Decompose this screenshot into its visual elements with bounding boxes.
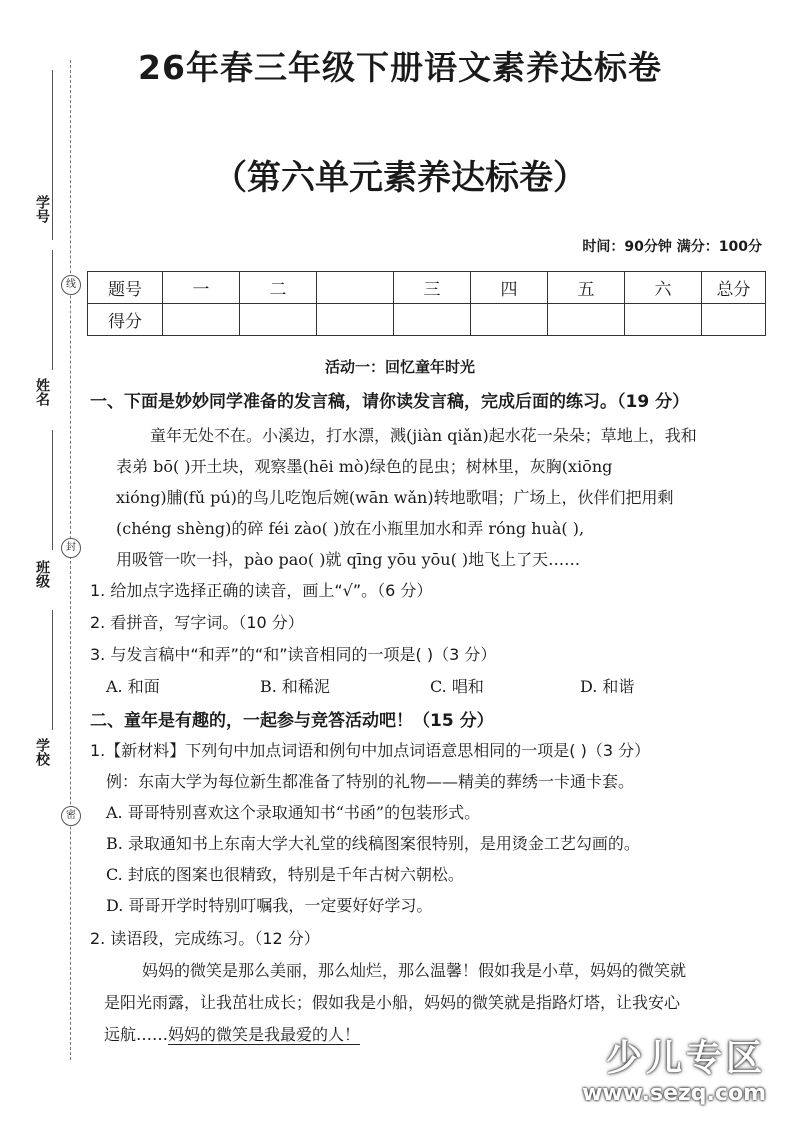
score-input-cell[interactable] <box>394 304 471 336</box>
question-3: 3. 与发言稿中“和弄”的“和”读音相同的一项是( )（3 分） <box>90 645 497 664</box>
option-a[interactable]: A. 和面 <box>106 677 160 696</box>
score-input-cell[interactable] <box>163 304 240 336</box>
reading-line: 是阳光雨露，让我茁壮成长；假如我是小船，妈妈的微笑就是指路灯塔，让我安心 <box>104 993 681 1012</box>
table-cell: 题号 <box>88 272 163 304</box>
margin-rule <box>52 430 53 550</box>
table-cell: 总分 <box>702 272 766 304</box>
score-input-cell[interactable] <box>471 304 548 336</box>
question-1: 1. 给加点字选择正确的读音，画上“√”。（6 分） <box>90 581 433 600</box>
example-sentence: 例：东南大学为每位新生都准备了特别的礼物——精美的葬绣一卡通卡套。 <box>106 772 635 791</box>
time-info: 时间：90分钟 满分：100分 <box>582 239 762 255</box>
option-c[interactable]: C. 唱和 <box>430 677 484 696</box>
watermark-brand: 少儿专区 <box>605 1038 766 1079</box>
score-input-cell[interactable] <box>702 304 766 336</box>
student-number-label: 学号 <box>34 195 50 223</box>
score-table <box>87 271 766 336</box>
score-input-cell[interactable] <box>317 304 394 336</box>
watermark-url: www.sezq.com <box>582 1081 766 1106</box>
section-2-title: 二、童年是有趣的，一起参与竞答活动吧！（15 分） <box>90 711 494 731</box>
school-label: 学校 <box>34 738 50 766</box>
class-label: 班级 <box>34 560 50 588</box>
section-1-title: 一、下面是妙妙同学准备的发言稿，请你读发言稿，完成后面的练习。（19 分） <box>90 392 690 412</box>
score-input-cell[interactable] <box>240 304 317 336</box>
passage-line: xióng)脯(fǔ pú)的鸟儿吃饱后婉(wān wǎn)转地歌唱；广场上，伙伴们把用剩 <box>116 488 674 507</box>
margin-rule <box>52 610 53 730</box>
passage-line: (chéng shèng)的碎 féi zào( )放在小瓶里加水和弄 róng huà( ), <box>116 519 585 538</box>
s2-option-b[interactable]: B. 录取通知书上东南大学大礼堂的线稿图案很特别，是用烫金工艺勾画的。 <box>106 834 640 853</box>
option-d[interactable]: D. 和谐 <box>580 677 635 696</box>
score-input-cell[interactable] <box>548 304 625 336</box>
table-cell: 四 <box>471 272 548 304</box>
table-cell: 二 <box>240 272 317 304</box>
s2-option-d[interactable]: D. 哥哥开学时特别叮嘱我，一定要好好学习。 <box>106 896 433 915</box>
underlined-sentence: 妈妈的微笑是我最爱的人！ <box>168 1025 361 1044</box>
table-cell: 得分 <box>88 304 163 336</box>
s2-option-c[interactable]: C. 封底的图案也很精致，特别是千年古树六朝松。 <box>106 865 464 884</box>
seal-mark-line: 线 <box>61 275 81 295</box>
s2-option-a[interactable]: A. 哥哥特别喜欢这个录取通知书“书函”的包装形式。 <box>106 803 481 822</box>
reading-line-last <box>104 1022 360 1045</box>
table-cell: 三 <box>394 272 471 304</box>
passage-line: 用吸管一吹一抖，pào pao( )就 qīng yōu yōu( )地飞上了天…… <box>116 550 581 569</box>
binding-dashed-line <box>70 60 71 1060</box>
score-input-cell[interactable] <box>625 304 702 336</box>
passage-line: 童年无处不在。小溪边，打水漂，溅(jiàn qiǎn)起水花一朵朵；草地上，我和 <box>150 426 697 445</box>
reading-text: 远航…… <box>104 1025 169 1044</box>
question-2: 2. 看拼音，写字词。（10 分） <box>90 613 304 632</box>
s2-question-1: 1.【新材料】下列句中加点词语和例句中加点词语意思相同的一项是( )（3 分） <box>90 741 651 760</box>
reading-line: 妈妈的微笑是那么美丽，那么灿烂，那么温馨！假如我是小草，妈妈的微笑就 <box>142 961 687 980</box>
page-subtitle: （第六单元素养达标卷） <box>213 158 587 198</box>
watermark <box>582 1030 766 1106</box>
s2-question-2: 2. 读语段，完成练习。（12 分） <box>90 929 320 948</box>
activity-title: 活动一：回忆童年时光 <box>324 358 475 376</box>
option-b[interactable]: B. 和稀泥 <box>260 677 330 696</box>
score-table-header-row <box>88 272 766 304</box>
passage-line: 表弟 bō( )开土块，观察墨(hēi mò)绿色的昆虫；树林里，灰胸(xiōng <box>116 457 613 476</box>
seal-mark-secret: 密 <box>61 806 81 826</box>
table-cell: 一 <box>163 272 240 304</box>
score-table-score-row <box>88 304 766 336</box>
page-title: 26年春三年级下册语文素养达标卷 <box>138 48 662 87</box>
margin-rule <box>52 250 53 370</box>
seal-mark-seal: 封 <box>61 538 81 558</box>
table-cell: 五 <box>548 272 625 304</box>
name-label: 姓名 <box>34 378 50 406</box>
table-cell: 六 <box>625 272 702 304</box>
table-cell <box>317 272 394 304</box>
